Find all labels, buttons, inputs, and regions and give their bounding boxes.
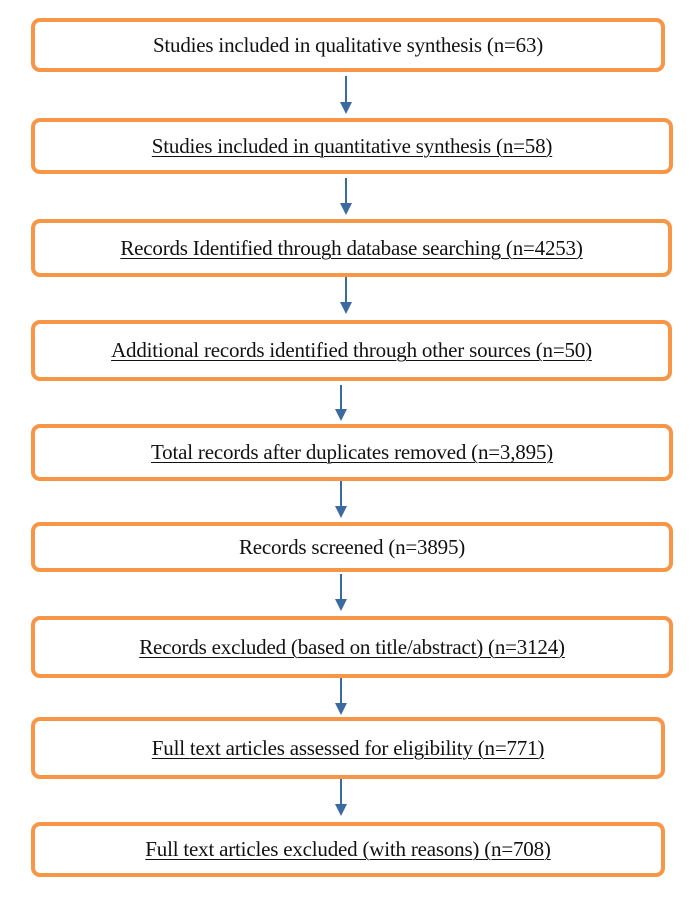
step-box-8 [31,717,665,779]
arrow-down-icon [335,779,347,816]
step-box-1 [31,18,665,72]
arrow-down-icon [335,678,347,715]
step-box-6 [31,522,673,572]
step-box-7 [31,616,673,678]
step-label: Additional records identified through other sources (n=50) [111,338,592,362]
step-label: Total records after duplicates removed (n=3,895) [151,440,553,464]
step-box-3 [31,219,672,277]
step-label: Full text articles excluded (with reasons) (n=708) [145,837,551,861]
arrow-down-icon [340,76,352,114]
arrow-down-icon [335,574,347,611]
step-label: Full text articles assessed for eligibility (n=771) [151,735,545,760]
arrow-down-icon [340,277,352,314]
step-box-5 [31,424,673,481]
step-label: Records excluded (based on title/abstract) (n=3124) [139,634,565,659]
step-box-4 [31,320,672,381]
step-box-2 [31,118,673,174]
arrow-down-icon [335,385,347,421]
step-label: Records screened (n=3895) [238,534,466,559]
step-label: Studies included in quantitative synthesis (n=58) [151,133,553,158]
step-label: Studies included in qualitative synthesis (n=63) [152,32,544,57]
step-label: Records Identified through database searching (n=4253) [120,235,583,260]
arrow-down-icon [335,481,347,518]
step-box-9 [31,822,665,877]
arrow-down-icon [340,178,352,215]
